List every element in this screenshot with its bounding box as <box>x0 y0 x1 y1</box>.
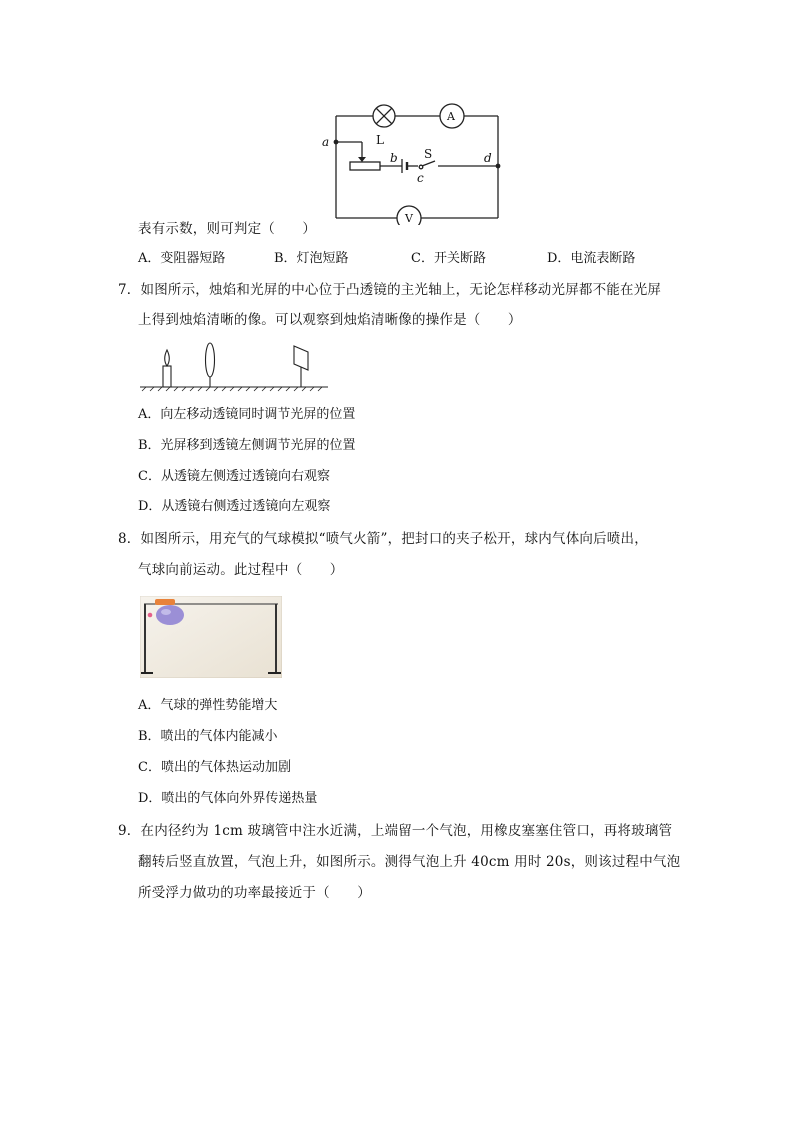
node-label-c: c <box>417 171 424 185</box>
q8-option-b[interactable]: B．喷出的气体内能减小 <box>138 729 278 744</box>
q8-stem-line2: 气球向前运动。此过程中（ ） <box>138 562 344 578</box>
switch-label: S <box>424 147 433 161</box>
balloon-rocket-photo <box>140 596 282 678</box>
ammeter-label: A <box>447 110 455 123</box>
balloon-nozzle <box>148 613 153 618</box>
q7-stem-line1: 7．如图所示，烛焰和光屏的中心位于凸透镜的主光轴上，无论怎样移动光屏都不能在光屏 <box>118 282 662 298</box>
rheostat-symbol <box>350 162 380 170</box>
q6-option-b[interactable]: B．灯泡短路 <box>274 251 349 266</box>
q8-option-d[interactable]: D．喷出的气体向外界传递热量 <box>138 791 318 806</box>
lamp-label: L <box>376 133 384 147</box>
node-label-a: a <box>322 135 330 149</box>
light-screen <box>294 346 308 370</box>
candle <box>163 366 171 387</box>
node-label-b: b <box>390 151 398 165</box>
node-label-d: d <box>484 151 492 165</box>
circuit-diagram <box>318 100 510 225</box>
q7-option-b[interactable]: B．光屏移到透镜左侧调节光屏的位置 <box>138 438 356 453</box>
q6-stem-tail: 表有示数，则可判定（ ） <box>138 221 317 237</box>
q7-option-c[interactable]: C．从透镜左侧透过透镜向右观察 <box>138 469 330 484</box>
q7-option-a[interactable]: A．向左移动透镜同时调节光屏的位置 <box>138 407 356 422</box>
switch-blade <box>422 161 435 166</box>
q6-option-a[interactable]: A．变阻器短路 <box>138 251 226 266</box>
q9-stem-line2: 翻转后竖直放置，气泡上升，如图所示。测得气泡上升 40cm 用时 20s，则该过程中气泡 <box>138 854 681 870</box>
convex-lens <box>206 343 215 377</box>
q6-option-d[interactable]: D．电流表断路 <box>547 251 636 266</box>
q9-stem-line1: 9．在内径约为 1cm 玻璃管中注水近满，上端留一个气泡，用橡皮塞塞住管口，再将玻璃管 <box>118 823 673 839</box>
q8-stem-line1: 8．如图所示，用充气的气球模拟“喷气火箭”，把封口的夹子松开，球内气体向后喷出， <box>118 531 648 547</box>
q8-option-c[interactable]: C．喷出的气体热运动加剧 <box>138 760 291 775</box>
q8-option-a[interactable]: A．气球的弹性势能增大 <box>138 698 278 713</box>
straw-clip <box>155 599 175 605</box>
balloon <box>156 605 184 625</box>
q6-option-c[interactable]: C．开关断路 <box>411 251 486 266</box>
q9-stem-line3: 所受浮力做功的功率最接近于（ ） <box>138 885 371 901</box>
q7-option-d[interactable]: D．从透镜右侧透过透镜向左观察 <box>138 499 331 514</box>
optical-bench-figure <box>138 340 330 392</box>
candle-flame <box>165 350 170 366</box>
voltmeter-label: V <box>405 212 413 225</box>
q7-stem-line2: 上得到烛焰清晰的像。可以观察到烛焰清晰像的操作是（ ） <box>138 312 522 328</box>
